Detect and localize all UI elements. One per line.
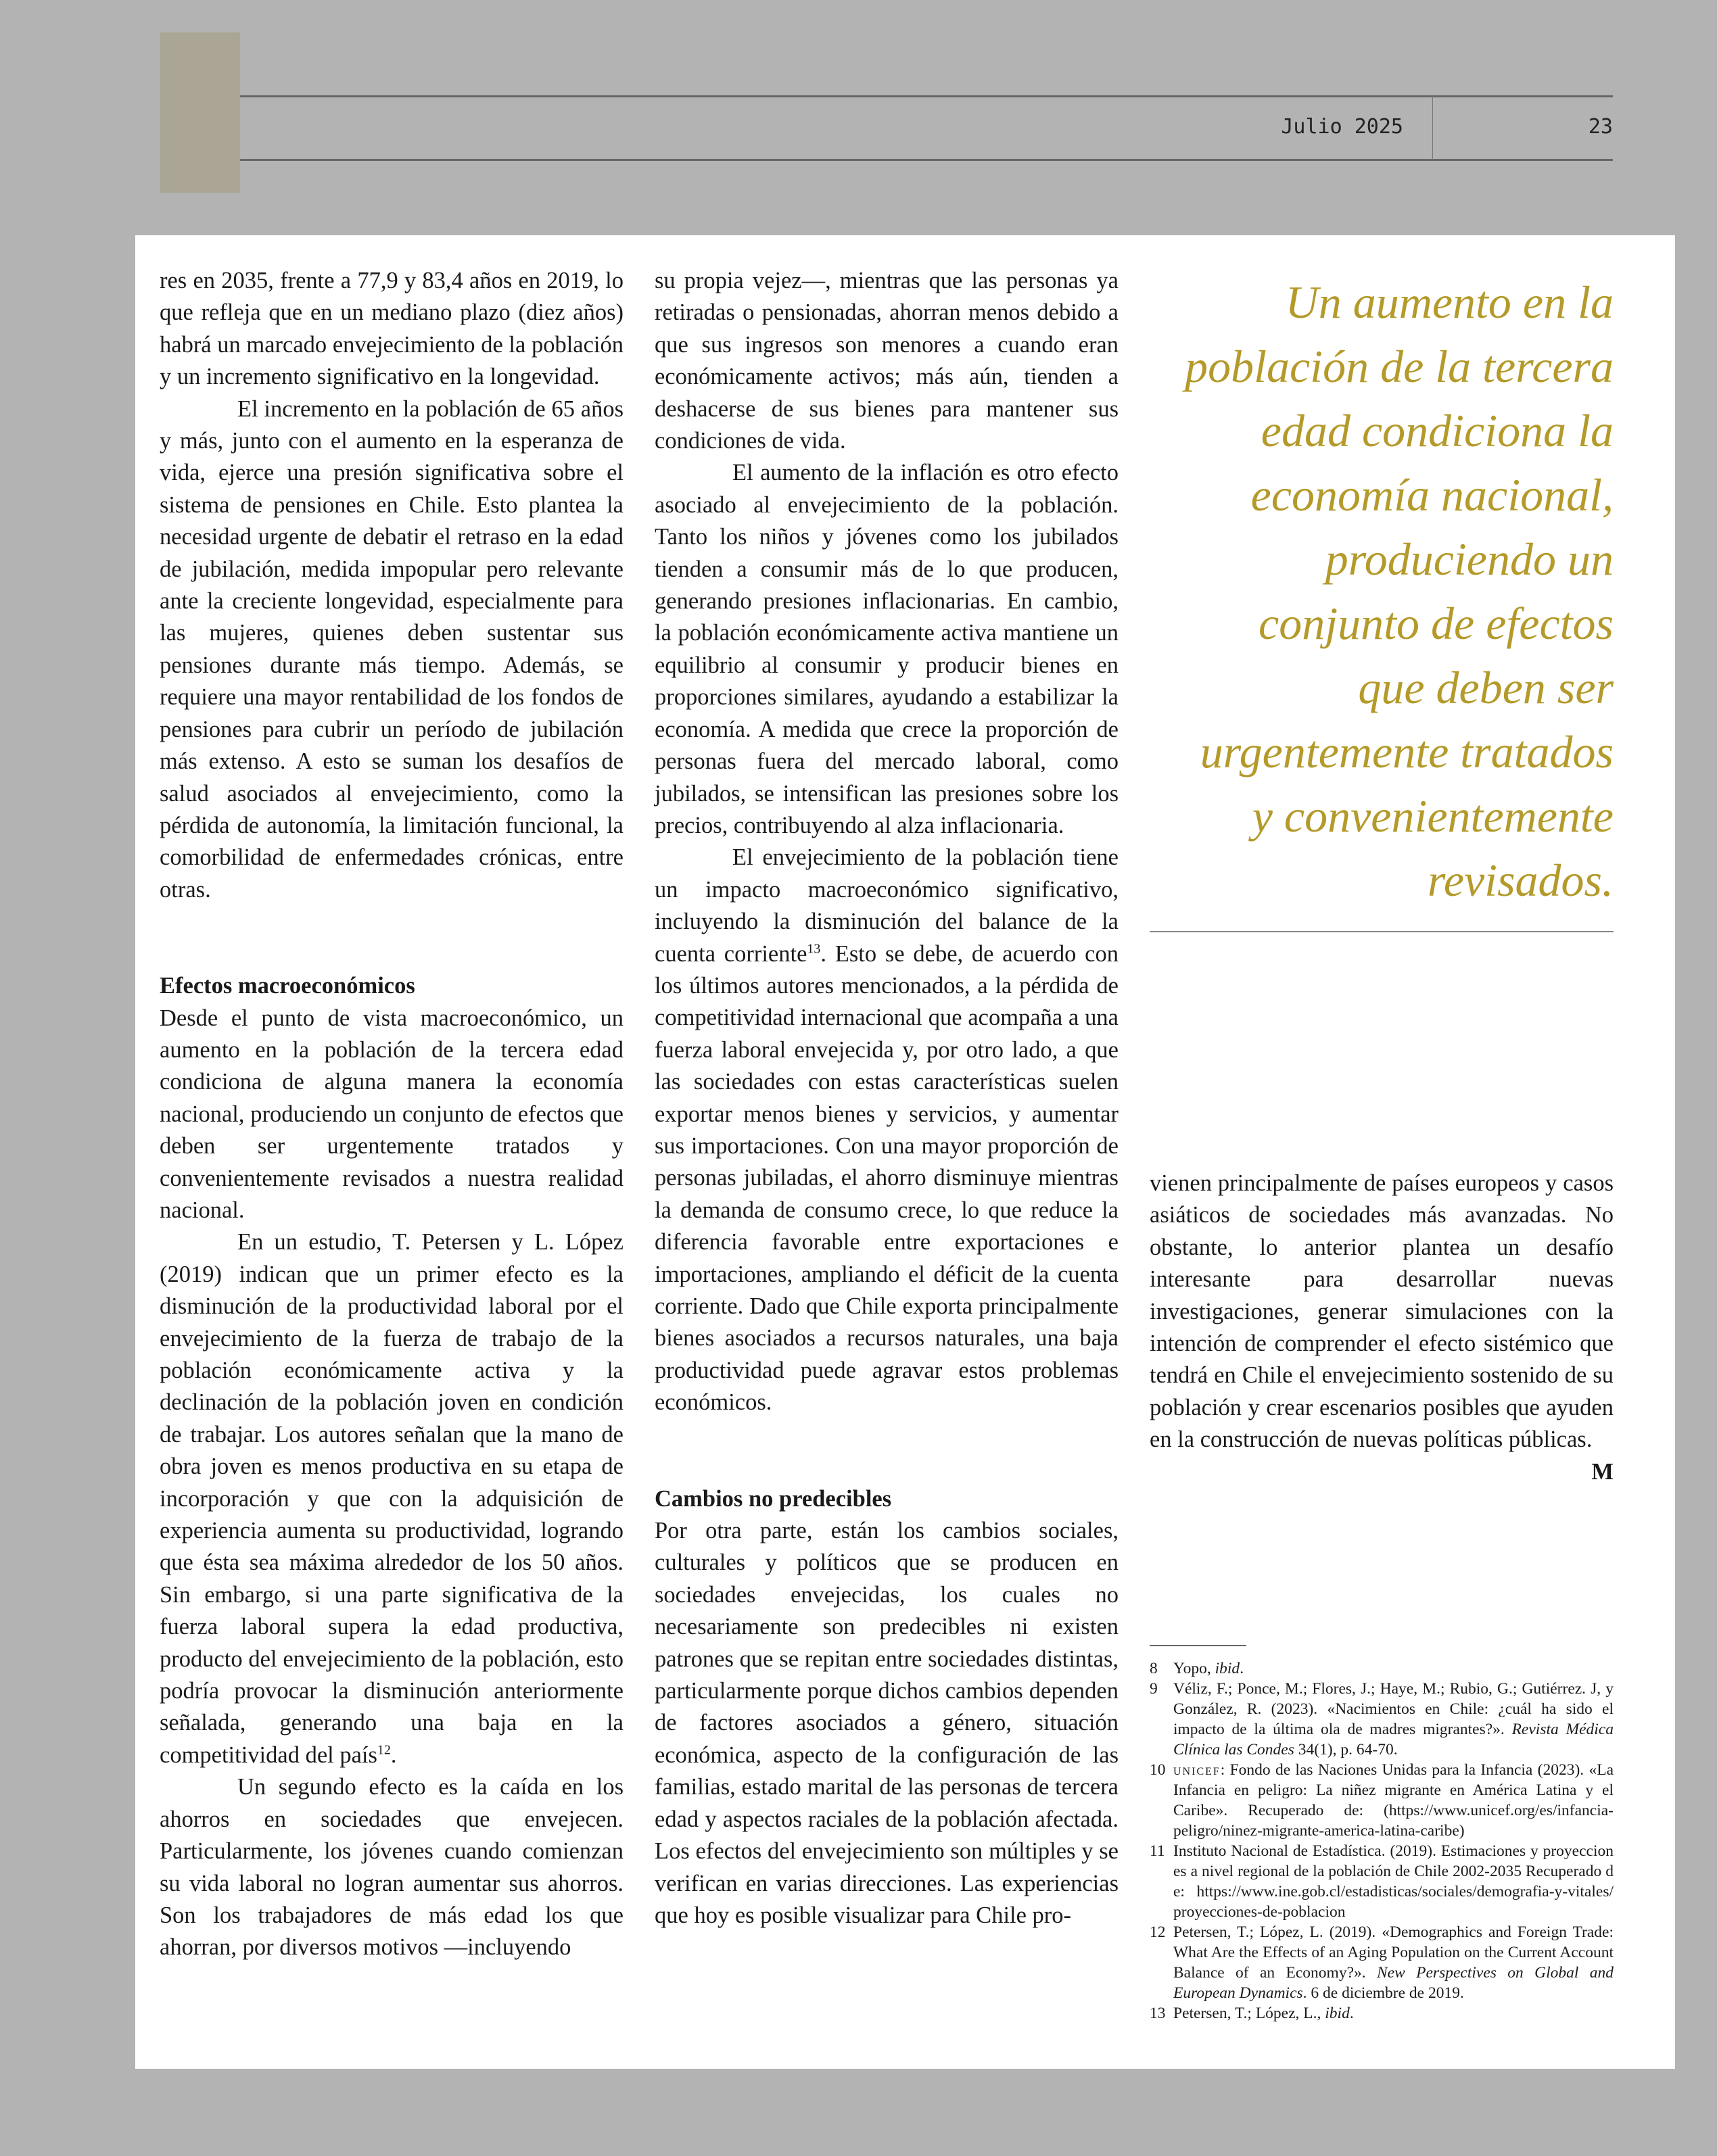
footnote-text: . 6 de diciembre de 2019. bbox=[1302, 1984, 1464, 2002]
footnote-ref: 13 bbox=[807, 941, 821, 957]
pull-quote-line: conjunto de efectos bbox=[1259, 598, 1614, 649]
footnote bbox=[1150, 1841, 1614, 1922]
footnote-italic: ibid bbox=[1325, 2005, 1350, 2022]
header-rule-top bbox=[240, 95, 1613, 97]
footnote-italic: Revista Médica Clínica las Condes bbox=[1173, 1721, 1614, 1758]
footnote-number: 8 bbox=[1150, 1660, 1158, 1677]
issue-date: Julio 2025 bbox=[1281, 115, 1403, 139]
section-heading: Cambios no predecibles bbox=[655, 1485, 892, 1512]
footnote bbox=[1150, 1658, 1614, 1679]
footnote-text: Véliz, F.; Ponce, M.; Flores, J.; Haye, M.; Rubio, G.; Gutiérrez. J, y González, R. (2023). «Nacimientos en Chile: ¿cuál ha sido el impacto de la última ola de madres migrantes?». bbox=[1173, 1680, 1614, 1738]
pull-quote-rule bbox=[1150, 931, 1614, 932]
paragraph: Por otra parte, están los cambios sociales, culturales y políticos que se producen en sociedades envejecidas, los cuales no necesariamente son predecibles ni existen patrones que se repitan entre sociedades distintas, particularmente porque dichos cambios dependen de factores asociados a género, situación económica, aspecto de la configuración de las familias, estado marital de las personas de tercera edad y aspectos raciales de la población afectada. Los efectos del envejecimiento son múltiples y se verifican en varias direcciones. Las experiencias que hoy es posible visualizar para Chile pro- bbox=[655, 1518, 1119, 1928]
paragraph: El aumento de la inflación es otro efecto asociado al envejecimiento de la población. Tanto los niños y jóvenes como los jubilados tienden a consumir más de lo que producen, generando presiones inflacionarias. En cambio, la población económicamente activa mantiene un equilibrio al consumir y producir bienes en proporciones similares, ayudando a estabilizar la economía. A medida que crece la proporción de personas fuera del mercado laboral, como jubilados, se intensifican las presiones sobre los precios, contribuyendo al alza inflacionaria. bbox=[655, 460, 1119, 838]
footnote-text: Yopo, bbox=[1173, 1660, 1215, 1677]
paragraph: Desde el punto de vista macroeconómico, un aumento en la población de la tercera edad condiciona de alguna manera la economía nacional, produciendo un conjunto de efectos que deben ser urgentemente tratados y convenientemente revisados a nuestra realidad nacional. bbox=[160, 1005, 624, 1223]
footnote-rule bbox=[1150, 1645, 1246, 1646]
column-3 bbox=[1150, 1168, 1614, 1488]
pull-quote bbox=[1143, 270, 1614, 913]
footnote-ref: 12 bbox=[377, 1742, 391, 1758]
pull-quote-line: produciendo un bbox=[1325, 533, 1614, 585]
header-rule-bottom bbox=[240, 159, 1613, 161]
section-heading: Efectos macroeconómicos bbox=[160, 973, 415, 999]
footnotes bbox=[1150, 1658, 1614, 2023]
end-mark: M bbox=[1591, 1458, 1614, 1485]
paragraph: El incremento en la población de 65 años y más, junto con el aumento en la esperanza de vida, ejerce una presión significativa sobre el sistema de pensiones en Chile. Esto plantea la necesidad urgente de debatir el retraso en la edad de jubilación, medida impopular pero relevante ante la creciente longevidad, especialmente para las mujeres, quienes deben sustentar sus pensiones durante más tiempo. Además, se requiere una mayor rentabilidad de los fondos de pensiones para cubrir un período de jubilación más extenso. A esto se suman los desafíos de salud asociados al envejecimiento, como la pérdida de autonomía, la limitación funcional, la comorbilidad de enfermedades crónicas, entre otras. bbox=[160, 396, 624, 903]
paragraph-text: vienen principalmente de países europeos y casos asiáticos de sociedades más avanzadas. No obstante, lo anterior plantea un desafío interesante para desarrollar nuevas investigaciones, generar simulaciones con la intención de comprender el efecto sistémico que tendrá en Chile el envejecimiento sostenido de su población y crear escenarios posibles que ayuden en la construcción de nuevas políticas públicas. bbox=[1150, 1170, 1614, 1453]
pull-quote-line: edad condiciona la bbox=[1261, 405, 1614, 456]
paragraph-text: El envejecimiento de la población tiene un impacto macroeconómico significativo, incluyendo la disminución del balance de la cuenta corriente bbox=[655, 844, 1119, 967]
pull-quote-line: revisados. bbox=[1427, 855, 1614, 906]
pull-quote-line: urgentemente tratados bbox=[1200, 726, 1614, 777]
footnote-smallcaps: unicef bbox=[1173, 1761, 1221, 1779]
paragraph bbox=[1150, 1168, 1614, 1485]
footnote bbox=[1150, 1679, 1614, 1760]
paragraph: res en 2035, frente a 77,9 y 83,4 años en 2019, lo que refleja que en un mediano plazo (diez años) habrá un marcado envejecimiento de la población y un incremento significativo en la longevidad. bbox=[160, 268, 624, 390]
footnote-text: . bbox=[1240, 1660, 1244, 1677]
footnote-text: . bbox=[1349, 2005, 1354, 2022]
footnote-number: 9 bbox=[1150, 1680, 1158, 1698]
paragraph-text: En un estudio, T. Petersen y L. López (2019) indican que un primer efecto es la disminución de la productividad laboral por el envejecimiento de la fuerza de trabajo de la población económicamente activa y la declinación de la población joven en condición de trabajar. Los autores señalan que la mano de obra joven es menos productiva en su etapa de incorporación y que con la adquisición de experiencia aumenta su productividad, logrando que ésta sea máxima alrededor de los 50 años. Sin embargo, si una parte significativa de la fuerza laboral supera la edad productiva, producto del envejecimiento de la población, esto podría provocar la disminución anteriormente señalada, generando una baja en la competitividad del país bbox=[160, 1229, 624, 1768]
footnote-number: 13 bbox=[1150, 2005, 1166, 2022]
footnote-italic: ibid bbox=[1215, 1660, 1240, 1677]
paragraph-text: . Esto se debe, de acuerdo con los últimos autores mencionados, a la pérdida de competitividad internacional que acompaña a una fuerza laboral envejecida y, por otro lado, a que las sociedades con estas características suelen exportar menos bienes y servicios, y aumentar sus importaciones. Con una mayor proporción de personas jubiladas, el ahorro disminuye mientras la demanda de consumo crece, lo que reduce la diferencia favorable entre exportaciones e importaciones, ampliando el déficit de la cuenta corriente. Dado que Chile exporta principalmente bienes asociados a recursos naturales, una baja productividad puede agravar estos problemas económicos. bbox=[655, 940, 1119, 1416]
paragraph-text: . bbox=[390, 1742, 397, 1768]
footnote bbox=[1150, 1922, 1614, 2003]
pull-quote-line: población de la tercera bbox=[1185, 341, 1614, 392]
pull-quote-line: Un aumento en la bbox=[1285, 277, 1614, 328]
footnote-text: : Fondo de las Naciones Unidas para la Infancia (2023). «La Infancia en peligro: La niñez migrante en América Latina y el Caribe». Recuperado de: (https://www.unicef.org/es/infancia-peligro/ninez-migrante-america-latina-caribe) bbox=[1173, 1761, 1614, 1840]
footnote-number: 11 bbox=[1150, 1842, 1165, 1860]
paragraph bbox=[655, 842, 1119, 1418]
paragraph: Un segundo efecto es la caída en los ahorros en sociedades que envejecen. Particularmente, los jóvenes cuando comienzan su vida laboral no logran aumentar sus ahorros. Son los trabajadores de más edad los que ahorran, por diversos motivos —incluyendo bbox=[160, 1774, 624, 1961]
section-tab-marker bbox=[160, 32, 240, 193]
page-number: 23 bbox=[1588, 115, 1613, 139]
footnote-text: Instituto Nacional de Estadística. (2019). Estimaciones y proyecciones a nivel regional de la población de Chile 2002-2035 Recuperado de: https://www.ine.gob.cl/estadisticas/sociales/demografia-y-vitales/proyecciones-de-poblacion bbox=[1173, 1842, 1614, 1921]
footnote-number: 10 bbox=[1150, 1761, 1166, 1779]
footnote-text: Petersen, T.; López, L. (2019). «Demographics and Foreign Trade: What Are the Effects of an Aging Population on the Current Account Balance of an Economy?». bbox=[1173, 1923, 1614, 1982]
footnote bbox=[1150, 2003, 1614, 2023]
paragraph: su propia vejez—, mientras que las personas ya retiradas o pensionadas, ahorran menos debido a que sus ingresos son menores a cuando eran económicamente activos; más aún, tienden a deshacerse de sus bienes para mantener sus condiciones de vida. bbox=[655, 268, 1119, 454]
column-1 bbox=[160, 265, 624, 1964]
pull-quote-line: y convenientemente bbox=[1252, 790, 1614, 842]
footnote-number: 12 bbox=[1150, 1923, 1166, 1941]
footnote-text: Petersen, T.; López, L., bbox=[1173, 2005, 1325, 2022]
header-divider bbox=[1432, 96, 1433, 160]
footnote-italic: New Perspectives on Global and European Dynamics bbox=[1173, 1964, 1614, 2002]
footnote-text: 34(1), p. 64-70. bbox=[1294, 1741, 1398, 1758]
paragraph bbox=[160, 1226, 624, 1771]
column-2 bbox=[655, 265, 1119, 1932]
pull-quote-line: economía nacional, bbox=[1250, 469, 1614, 521]
footnote bbox=[1150, 1760, 1614, 1841]
pull-quote-line: que deben ser bbox=[1358, 662, 1614, 713]
